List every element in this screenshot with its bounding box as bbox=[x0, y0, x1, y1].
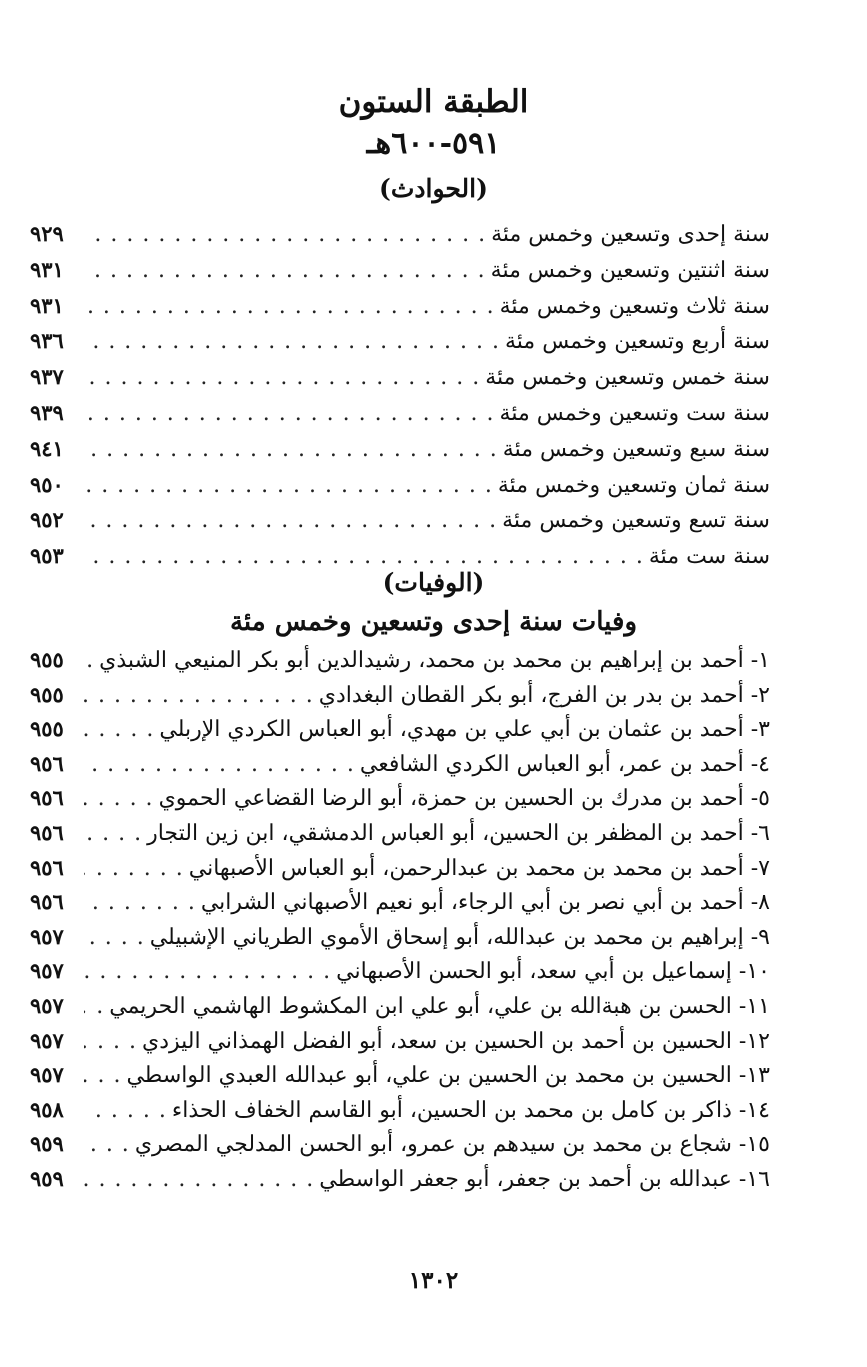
entry-label: سنة اثنتين وتسعين وخمس مئة bbox=[490, 257, 770, 283]
entry-label: سنة ثمان وتسعين وخمس مئة bbox=[497, 472, 770, 498]
leader-dots bbox=[84, 643, 93, 678]
entry-label: ٧- أحمد بن محمد بن محمد بن عبدالرحمن، أبو العباس الأصبهاني bbox=[188, 855, 770, 881]
list-item bbox=[30, 988, 770, 1023]
events-list bbox=[30, 216, 770, 574]
list-item bbox=[30, 1023, 770, 1058]
list-item bbox=[30, 1161, 770, 1196]
list-item bbox=[30, 467, 770, 503]
page-ref: ٩٥٦ bbox=[30, 819, 64, 845]
deaths-subheading: وفيات سنة إحدى وتسعين وخمس مئة bbox=[229, 607, 638, 637]
entry-label: ١٢- الحسين بن أحمد بن الحسين بن سعد، أبو الفضل الهمذاني اليزدي bbox=[141, 1028, 770, 1054]
entry-label: ٣- أحمد بن عثمان بن أبي علي بن مهدي، أبو العباس الكردي الإربلي bbox=[159, 717, 770, 743]
page-title: الطبقة الستون bbox=[338, 84, 529, 120]
list-item bbox=[30, 711, 770, 746]
page-ref: ٩٥٥ bbox=[30, 681, 64, 707]
entry-label: ١٣- الحسين بن محمد بن الحسين بن علي، أبو عبدالله العبدي الواسطي bbox=[126, 1063, 770, 1089]
list-item bbox=[30, 1092, 770, 1127]
page-ref: ٩٥٧ bbox=[30, 1062, 64, 1088]
entry-label: سنة ست مئة bbox=[648, 544, 770, 570]
page-number: ١٣٠٢ bbox=[408, 1267, 459, 1294]
entry-label: ١٠- إسماعيل بن أبي سعد، أبو الحسن الأصبهاني bbox=[336, 959, 770, 985]
leader-dots bbox=[84, 712, 153, 747]
leader-dots bbox=[84, 396, 494, 431]
leader-dots bbox=[84, 920, 144, 955]
deaths-list bbox=[30, 642, 770, 1196]
list-item bbox=[30, 1057, 770, 1092]
list-item bbox=[30, 815, 770, 850]
list-item bbox=[30, 642, 770, 677]
list-item bbox=[30, 884, 770, 919]
entry-label: سنة خمس وتسعين وخمس مئة bbox=[485, 365, 770, 391]
leader-dots bbox=[84, 1162, 313, 1197]
page-ref: ٩٥٧ bbox=[30, 923, 64, 949]
entry-label: سنة إحدى وتسعين وخمس مئة bbox=[491, 222, 770, 247]
page-ref: ٩٥٠ bbox=[30, 471, 64, 497]
list-item bbox=[30, 323, 770, 359]
entry-label: ١٤- ذاكر بن كامل بن محمد بن الحسين، أبو القاسم الخفاف الحذاء bbox=[171, 1097, 770, 1123]
list-item bbox=[30, 395, 770, 431]
entry-label: سنة سبع وتسعين وخمس مئة bbox=[502, 436, 770, 462]
page-ref: ٩٣٩ bbox=[30, 399, 64, 425]
entry-label: ٥- أحمد بن مدرك بن الحسين بن حمزة، أبو الرضا القضاعي الحموي bbox=[158, 786, 770, 812]
entry-label: سنة ست وتسعين وخمس مئة bbox=[499, 400, 770, 426]
leader-dots bbox=[84, 781, 153, 816]
page-ref: ٩٥٢ bbox=[30, 507, 64, 533]
list-item bbox=[30, 953, 770, 988]
page-ref: ٩٣١ bbox=[30, 256, 64, 282]
page-ref: ٩٥٧ bbox=[30, 1027, 64, 1053]
leader-dots bbox=[84, 360, 479, 395]
page-ref: ٩٥٩ bbox=[30, 1165, 64, 1191]
entry-label: ٦- أحمد بن المظفر بن الحسين، أبو العباس الدمشقي، ابن زين التجار bbox=[147, 820, 770, 846]
leader-dots bbox=[84, 432, 497, 467]
page-ref: ٩٥٥ bbox=[30, 647, 64, 672]
entry-label: ٨- أحمد بن أبي نصر بن أبي الرجاء، أبو نعيم الأصبهاني الشرابي bbox=[200, 890, 770, 916]
entry-label: ٩- إبراهيم بن محمد بن عبدالله، أبو إسحاق الأموي الطرياني الإشبيلي bbox=[149, 924, 770, 950]
leader-dots bbox=[84, 1093, 166, 1128]
leader-dots bbox=[84, 1058, 120, 1093]
leader-dots bbox=[84, 851, 183, 886]
leader-dots bbox=[84, 468, 492, 503]
list-item bbox=[30, 216, 770, 252]
page-ref: ٩٣٧ bbox=[30, 364, 64, 390]
list-item bbox=[30, 431, 770, 467]
leader-dots bbox=[84, 324, 499, 359]
page-ref: ٩٣١ bbox=[30, 292, 64, 318]
entry-label: سنة أربع وتسعين وخمس مئة bbox=[505, 329, 770, 355]
list-item bbox=[30, 252, 770, 288]
list-item bbox=[30, 850, 770, 885]
page-ref: ٩٥٧ bbox=[30, 992, 64, 1018]
leader-dots bbox=[84, 217, 485, 252]
page-ref: ٩٥٦ bbox=[30, 750, 64, 776]
list-item bbox=[30, 1126, 770, 1161]
leader-dots bbox=[84, 747, 354, 782]
entry-label: ٢- أحمد بن بدر بن الفرج، أبو بكر القطان البغدادي bbox=[318, 682, 770, 708]
entry-label: ١٦- عبدالله بن أحمد بن جعفر، أبو جعفر الواسطي bbox=[319, 1166, 770, 1192]
leader-dots bbox=[84, 253, 485, 288]
page-ref: ٩٥٦ bbox=[30, 889, 64, 915]
entry-label: سنة ثلاث وتسعين وخمس مئة bbox=[499, 293, 770, 319]
page-ref: ٩٥٦ bbox=[30, 785, 64, 811]
leader-dots bbox=[84, 989, 103, 1024]
leader-dots bbox=[84, 678, 313, 713]
date-range: ٥٩١-٦٠٠هـ bbox=[366, 126, 501, 161]
leader-dots bbox=[84, 954, 330, 989]
list-item bbox=[30, 359, 770, 395]
leader-dots bbox=[84, 816, 141, 851]
events-heading: (الحوادث) bbox=[379, 174, 488, 203]
page-ref: ٩٥٣ bbox=[30, 543, 64, 569]
entry-label: ١- أحمد بن إبراهيم بن محمد بن محمد، رشيدالدين أبو بكر المنيعي الشبذي bbox=[99, 648, 770, 673]
entry-label: ١٥- شجاع بن محمد بن سيدهم بن عمرو، أبو الحسن المدلجي المصري bbox=[134, 1132, 770, 1158]
list-item bbox=[30, 746, 770, 781]
page-ref: ٩٥٩ bbox=[30, 1131, 64, 1157]
list-item bbox=[30, 780, 770, 815]
list-item bbox=[30, 288, 770, 324]
leader-dots bbox=[84, 289, 494, 324]
page-ref: ٩٣٦ bbox=[30, 328, 64, 354]
list-item bbox=[30, 677, 770, 712]
leader-dots bbox=[84, 1127, 129, 1162]
page-ref: ٩٢٩ bbox=[30, 221, 64, 246]
entry-label: ٤- أحمد بن عمر، أبو العباس الكردي الشافعي bbox=[359, 751, 770, 777]
page-ref: ٩٥٥ bbox=[30, 716, 64, 742]
list-item bbox=[30, 502, 770, 538]
page-ref: ٩٥٧ bbox=[30, 958, 64, 984]
page-ref: ٩٥٨ bbox=[30, 1096, 64, 1122]
entry-label: سنة تسع وتسعين وخمس مئة bbox=[502, 508, 770, 534]
entry-label: ١١- الحسن بن هبةالله بن علي، أبو علي ابن المكشوط الهاشمي الحريمي bbox=[109, 993, 770, 1019]
leader-dots bbox=[84, 1024, 136, 1059]
leader-dots bbox=[84, 503, 496, 538]
page-ref: ٩٤١ bbox=[30, 435, 64, 461]
page-ref: ٩٥٦ bbox=[30, 854, 64, 880]
leader-dots bbox=[84, 885, 195, 920]
list-item bbox=[30, 919, 770, 954]
deaths-heading: (الوفيات) bbox=[382, 568, 485, 597]
